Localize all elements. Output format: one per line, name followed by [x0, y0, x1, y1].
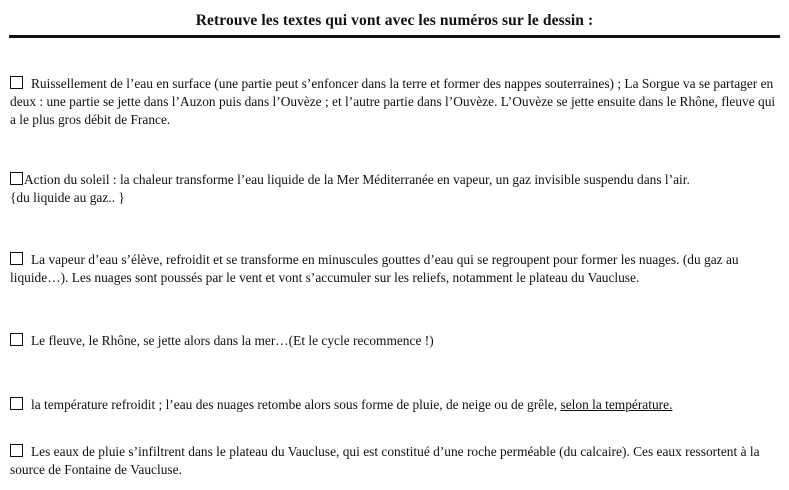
item-text: La vapeur d’eau s’élève, refroidit et se transforme en minuscules gouttes d’eau qui se regroupent pour former les nuages. (du gaz au liquide…). Les nuages sont poussés par le vent et vont s’accumuler sur les reliefs, notamment le plateau du Vaucluse.	[10, 252, 739, 285]
checkbox-5[interactable]	[10, 397, 23, 410]
item-text: Le fleuve, le Rhône, se jette alors dans la mer…(Et le cycle recommence !)	[31, 333, 434, 348]
item-text: Ruissellement de l’eau en surface (une partie peut s’enfoncer dans la terre et former des nappes souterraines) ; La Sorgue va se partager en deux : une partie se jette dans l’Auzon puis dans l’Ouvèze ; et l’autre partie dans l’Ouvèze. L’Ouvèze se jette ensuite dans le Rhône, fleuve qui a le plus gros débit de France.	[10, 76, 776, 127]
item-underlined-text: selon la température.	[560, 397, 673, 412]
list-item	[10, 332, 778, 350]
list-item	[10, 251, 778, 287]
list-item	[10, 443, 778, 479]
item-text: Les eaux de pluie s’infiltrent dans le plateau du Vaucluse, qui est constitué d’une roche perméable (du calcaire). Ces eaux ressortent à la source de Fontaine de Vaucluse.	[10, 444, 760, 477]
checkbox-4[interactable]	[10, 333, 23, 346]
item-note: {du liquide au gaz.. }	[10, 190, 125, 205]
list-item	[10, 171, 778, 207]
title-rule	[9, 35, 780, 38]
item-text: Action du soleil : la chaleur transforme l’eau liquide de la Mer Méditerranée en vapeur, un gaz invisible suspendu dans l’air.	[24, 172, 690, 187]
list-item	[10, 75, 778, 129]
checkbox-2[interactable]	[10, 172, 23, 185]
checkbox-3[interactable]	[10, 252, 23, 265]
checkbox-6[interactable]	[10, 444, 23, 457]
checkbox-1[interactable]	[10, 76, 23, 89]
list-item	[10, 396, 778, 414]
page-title: Retrouve les textes qui vont avec les numéros sur le dessin :	[195, 12, 594, 29]
item-text: la température refroidit ; l’eau des nuages retombe alors sous forme de pluie, de neige ou de grêle,	[31, 397, 558, 412]
